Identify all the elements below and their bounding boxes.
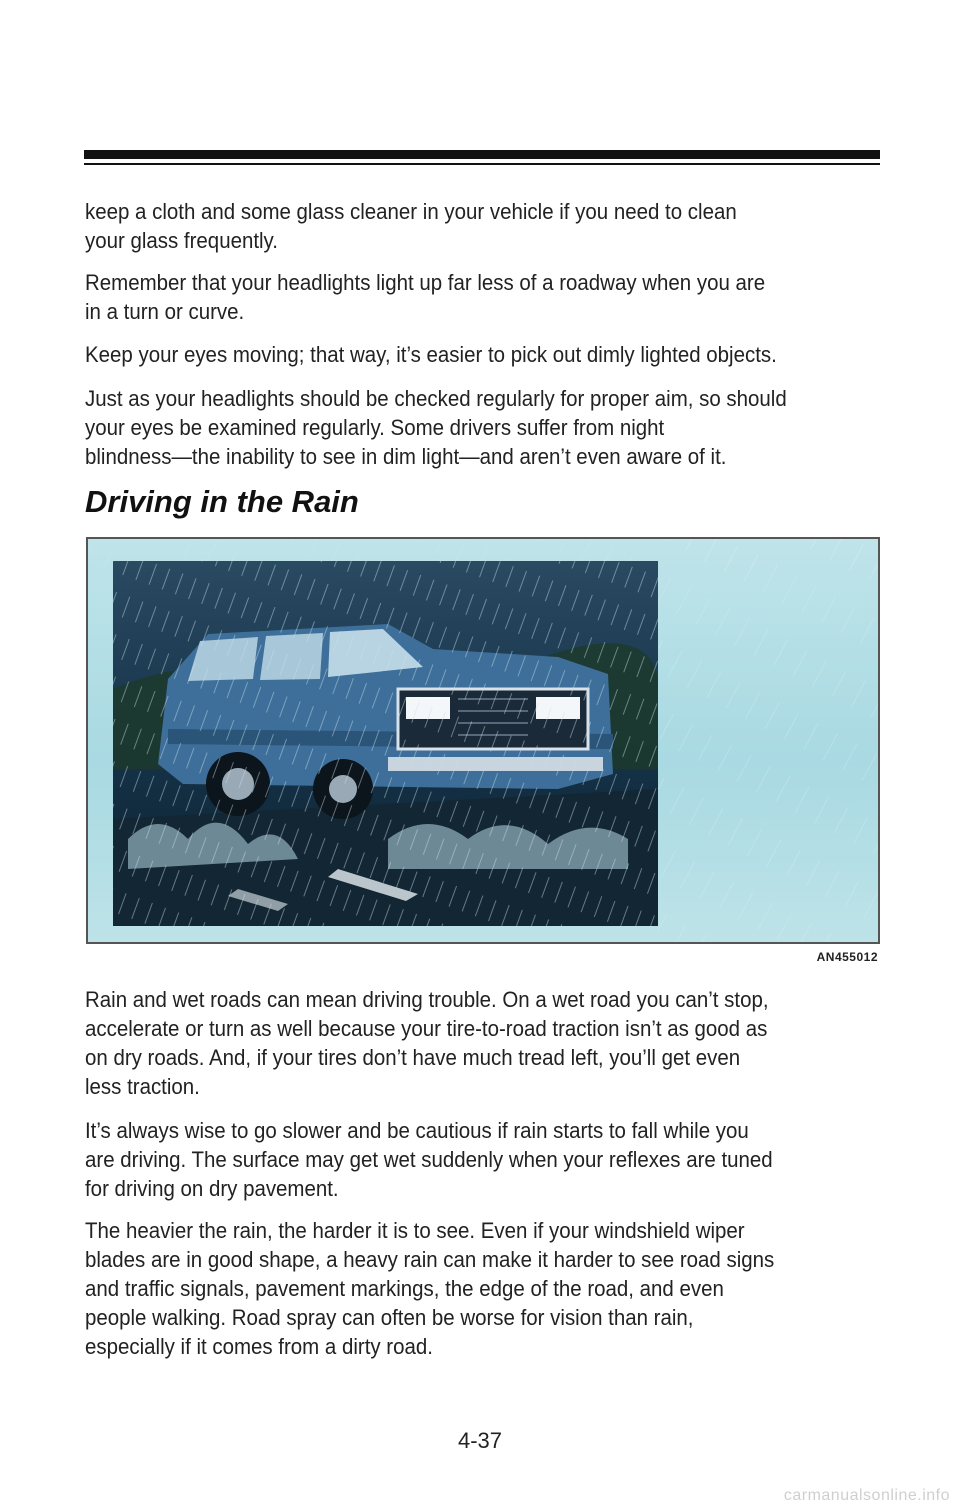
paragraph-headlights-turn: Remember that your headlights light up far less of a roadway when you are in a turn or curve. [85,270,766,324]
paragraph-go-slower: It’s always wise to go slower and be cautious if rain starts to fall while you are driving. The surface may get wet suddenly when your reflexes are tuned for driving on dry pavement. [85,1118,773,1201]
figure-id-code: AN455012 [816,950,878,964]
watermark: carmanualsonline.info [783,1487,950,1504]
rain-figure [86,537,880,944]
paragraph-eyes-moving: Keep your eyes moving; that way, it’s easier to pick out dimly lighted objects. [85,342,777,367]
paragraph-wet-roads: Rain and wet roads can mean driving trouble. On a wet road you can’t stop, accelerate or turn as well because your tire-to-road traction isn’t as good as on dry roads. And, if your tires don’t have much tread left, you’ll get even less traction. [85,987,769,1099]
page-number: 4-37 [457,1428,503,1453]
header-rule-thick [84,150,880,159]
paragraph-glass-cleaner: keep a cloth and some glass cleaner in your vehicle if you need to clean your glass frequently. [85,199,737,253]
paragraph-night-blindness: Just as your headlights should be checked regularly for proper aim, so should your eyes be examined regularly. Some drivers suffer from night blindness—the inability to see in dim light—and aren’t even aware of it. [85,386,787,469]
paragraph-heavier-rain: The heavier the rain, the harder it is to see. Even if your windshield wiper blades are in good shape, a heavy rain can make it harder to see road signs and traffic signals, pavement markings, the edge of the road, and even people walking. Road spray can often be worse for vision than rain, especially if it comes from a dirty road. [85,1218,775,1359]
header-rule-thin [84,163,880,165]
suv-in-rain-illustration [88,539,878,942]
section-heading: Driving in the Rain [85,484,359,519]
